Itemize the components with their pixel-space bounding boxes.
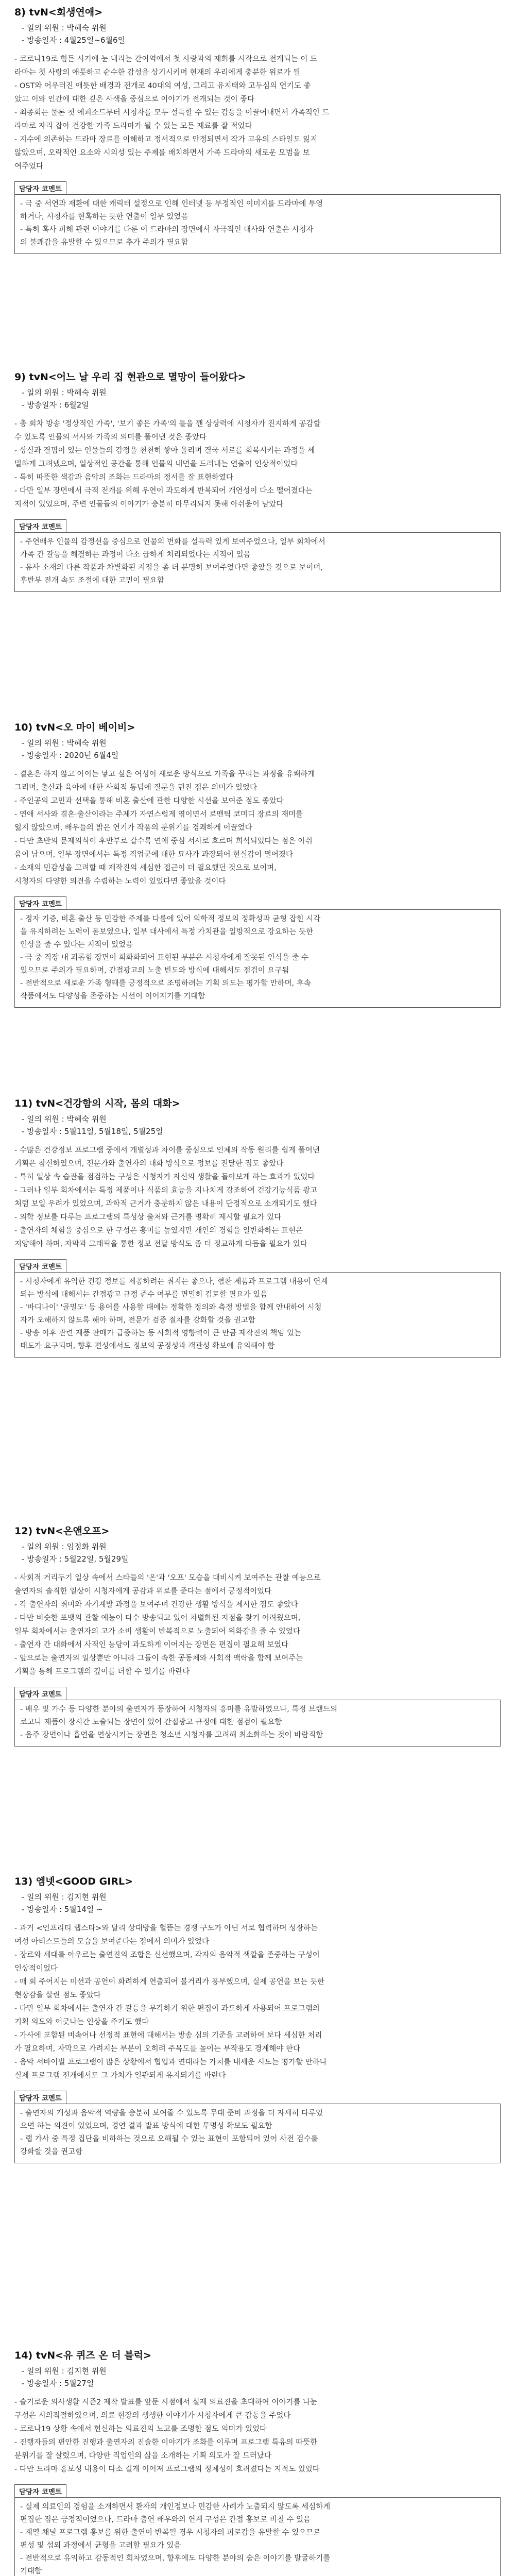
staff-comment-line: 강화할 것을 권고함 (20, 2148, 83, 2156)
body-line: 일부 회차에서는 출연자의 고가 소비 생활이 반복적으로 노출되어 위화감을 줄 수 있었다 (14, 1628, 300, 1636)
staff-comment-line: - 출연자의 개성과 음악적 역량을 충분히 보여줄 수 있도록 무대 준비 과정을 더 자세히 다루었 (20, 2109, 323, 2117)
body-line: - 결혼은 하지 않고 아이는 낳고 싶은 여성이 새로운 방식으로 가족을 꾸리는 과정을 유쾌하게 (14, 770, 315, 778)
body-paragraph (14, 1144, 501, 1184)
body-line: 지적이 있었으며, 주변 인물들의 이야기가 충분히 마무리되지 못해 아쉬움이 남았다 (14, 500, 284, 509)
staff-comment-line: 인상을 줄 수 있다는 지적이 있었음 (20, 941, 133, 949)
body-line: - 소재의 민감성을 고려할 때 제작진의 세심한 접근이 더 필요했던 것으로 보이며, (14, 864, 277, 872)
section-body (14, 53, 501, 173)
body-line: 밀하게 그려냈으며, 일상적인 공간을 통해 인물의 내면을 드러내는 연출이 인상적이었다 (14, 460, 298, 468)
body-line: 현장감을 살린 점도 좋았다 (14, 1991, 101, 1999)
section-title: 8) tvN<회생연애> (14, 7, 103, 18)
staff-comment-line: 자가 오해하지 않도록 해야 하며, 전문가 검증 절차를 강화할 것을 권고함 (20, 1316, 255, 1325)
body-line: 실제 프로그램 전개에서도 그 가치가 일관되게 유지되기를 바란다 (14, 2072, 226, 2080)
section-meta: - 일의 위원 : 박혜숙 위원 (22, 738, 107, 748)
review-section (14, 371, 501, 592)
body-line: 시청자의 다양한 의견을 수렴하는 노력이 있었다면 좋았을 것이다 (14, 877, 226, 886)
staff-comment-label: 담당자 코멘트 (14, 181, 66, 194)
staff-comment-line: 편집한 점은 긍정적이었으나, 드라마 출연 배우와의 연계 구성은 간접 홍보로 비칠 수 있음 (20, 2516, 311, 2524)
staff-comment-line: 편성 및 섭외 과정에서 균형을 고려할 필요가 있음 (20, 2541, 181, 2550)
staff-comment-line: - 음주 장면이나 흡연을 연상시키는 장면은 청소년 시청자를 고려해 최소화하는 것이 바람직함 (20, 1731, 323, 1739)
staff-comment-line: - 랩 가사 중 특정 집단을 비하하는 것으로 오해될 수 있는 표현이 포함되어 있어 사전 검수를 (20, 2135, 318, 2143)
body-line: 지양해야 하며, 자막과 그래픽을 통한 정보 전달 방식도 좀 더 정교하게 다듬을 필요가 있다 (14, 1240, 307, 1248)
body-paragraph (14, 1184, 501, 1224)
body-paragraph (14, 484, 501, 511)
section-meta: - 방송일자 : 5월27일 (22, 2379, 94, 2388)
staff-comment-line: - 주연배우 인물의 감정선을 중심으로 인물의 변화를 설득력 있게 보여주었으나, 일부 회차에서 (20, 538, 325, 546)
review-section (14, 1525, 501, 1747)
body-line: 분위기를 잘 살렸으며, 다양한 직업인의 삶을 소개하는 기획 의도가 잘 드러났다 (14, 2452, 271, 2460)
body-line: - 매 회 주어지는 미션과 공연이 화려하게 연출되어 볼거리가 풍부했으며, 실제 공연을 보는 듯한 (14, 1978, 325, 1986)
body-line: 출연자의 솔직한 일상이 시청자에게 공감과 위로를 준다는 점에서 긍정적이었다 (14, 1587, 272, 1596)
section-meta: - 방송일자 : 4월25일~6월6일 (22, 36, 125, 45)
staff-comment-box (14, 909, 501, 1008)
body-line: - 각 출연자의 취미와 자기계발 과정을 보여주며 건강한 생활 방식을 제시한 점도 좋았다 (14, 1601, 298, 1609)
staff-comment-line: - 정자 기증, 비혼 출산 등 민감한 주제를 다룸에 있어 의학적 정보의 정확성과 균형 잡힌 시각 (20, 915, 321, 923)
body-line: - 슬기로운 의사생활 시즌2 제작 발표를 앞둔 시점에서 실제 의료진을 초대하여 이야기를 나눈 (14, 2398, 318, 2406)
section-meta: - 일의 위원 : 김지현 위원 (22, 1892, 107, 1902)
staff-comment-box (14, 2497, 501, 2576)
staff-comment (14, 519, 501, 592)
body-line: - 총 회차 방송 '정상적인 가족', '보기 좋은 가족'의 틀을 깬 상상력에 시청자가 진지하게 공감할 (14, 420, 321, 428)
staff-comment-line: - 배우 및 가수 등 다양한 분야의 출연자가 등장하여 시청자의 흥미를 유발하였으나, 특정 브랜드의 (20, 1705, 338, 1714)
staff-comment (14, 2484, 501, 2576)
body-line: - 그러나 일부 회차에서는 특정 제품이나 식품의 효능을 지나치게 강조하여 건강기능식품 광고 (14, 1187, 318, 1195)
body-line: - 의학 정보를 다루는 프로그램의 특성상 출처와 근거를 명확히 제시할 필요가 있다 (14, 1213, 282, 1222)
body-paragraph (14, 1224, 501, 1251)
body-paragraph (14, 417, 501, 444)
body-paragraph (14, 53, 501, 106)
body-line: - 사회적 거리두기 일상 속에서 스타들의 '온'과 '오프' 모습을 대비시켜 보여주는 관찰 예능으로 (14, 1574, 321, 1582)
staff-comment (14, 1687, 501, 1747)
staff-comment (14, 896, 501, 1008)
staff-comment (14, 181, 501, 254)
body-paragraph (14, 444, 501, 484)
body-line: 않았으며, 오락적인 요소와 시의성 있는 주제를 배치하면서 가족 드라마의 새로운 모범을 보 (14, 149, 310, 157)
body-paragraph (14, 2436, 501, 2476)
staff-comment-line: 로고나 제품이 장시간 노출되는 장면이 있어 간접광고 규정에 대한 점검이 필요함 (20, 1718, 282, 1726)
body-paragraph (14, 848, 501, 888)
section-meta: - 방송일자 : 2020년 6월4일 (22, 751, 119, 760)
staff-comment-line: 으면 하는 의견이 있었으며, 경연 결과 발표 방식에 대한 투명성 확보도 필요함 (20, 2122, 272, 2130)
staff-comment-line: 을 유지하려는 노력이 돋보였으나, 일부 대사에서 특정 가치관을 일방적으로 강요하는 듯한 (20, 928, 313, 936)
review-section (14, 1875, 501, 2163)
body-line: - 최종회는 물론 첫 에피소드부터 시청자를 모두 설득할 수 있는 감동을 이끌어내면서 가족적인 드 (14, 109, 330, 117)
body-paragraph (14, 1612, 501, 1652)
body-line: 처럼 보일 우려가 있었으며, 과학적 근거가 충분하지 않은 내용이 단정적으로 소개되기도 했다 (14, 1200, 317, 1208)
body-line: - 다만 일부 회차에서는 출연자 간 갈등을 부각하기 위한 편집이 과도하게 사용되어 프로그램의 (14, 2005, 320, 2013)
body-paragraph (14, 768, 501, 808)
section-meta: - 방송일자 : 6월2일 (22, 400, 89, 410)
staff-comment-line: 의 불쾌감을 유발할 수 있으므로 추가 주의가 필요함 (20, 239, 188, 247)
staff-comment-line: 하거나, 시청자를 현혹하는 듯한 연출이 일부 있었음 (20, 213, 188, 221)
staff-comment-line: - 시청자에게 유익한 건강 정보를 제공하려는 취지는 좋으나, 협찬 제품과 프로그램 내용이 연계 (20, 1278, 328, 1286)
body-line: 기획 의도와 어긋나는 인상을 주기도 했다 (14, 2018, 149, 2026)
staff-comment-box (14, 2104, 501, 2163)
body-line: - 출연자의 체험을 중심으로 한 구성은 흥미를 높였지만 개인의 경험을 일반화하는 표현은 (14, 1227, 303, 1235)
staff-comment-line: - 극 중 서연과 재환에 대한 캐릭터 설정으로 인해 인터넷 등 부정적인 이미지를 드라마에 투영 (20, 200, 323, 208)
section-title: 13) 엠넷<GOOD GIRL> (14, 1876, 133, 1887)
staff-comment-line: - 방송 이후 관련 제품 판매가 급증하는 등 사회적 영향력이 큰 만큼 제작진의 책임 있는 (20, 1329, 301, 1337)
staff-comment-line: 태도가 요구되며, 향후 편성에서도 정보의 공정성과 객관성 확보에 유의해야 함 (20, 1342, 275, 1350)
section-title: 12) tvN<온앤오프> (14, 1526, 110, 1537)
body-paragraph (14, 106, 501, 133)
section-meta: - 일의 위원 : 박혜숙 위원 (22, 388, 107, 397)
body-line: 구성은 시의적절하였으며, 의료 현장의 생생한 이야기가 시청자에게 큰 감동을 주었다 (14, 2412, 291, 2420)
body-line: 라마는 첫 사랑의 애틋하고 순수한 감성을 상기시키며 현재의 우리에게 충분한 위로가 될 (14, 69, 300, 77)
body-line: - 출연자 간 대화에서 사적인 농담이 과도하게 이어지는 장면은 편집이 필요해 보였다 (14, 1641, 289, 1649)
staff-comment-line: - 실제 의료인의 경험을 소개하면서 환자의 개인정보나 민감한 사례가 노출되지 않도록 세심하게 (20, 2503, 331, 2511)
staff-comment-label: 담당자 코멘트 (14, 2484, 66, 2497)
body-line: - 다만 초반의 문제의식이 후반부로 갈수록 연애 중심 서사로 흐르며 희석되었다는 점은 아쉬 (14, 837, 313, 845)
section-body (14, 1922, 501, 2082)
body-line: - 가사에 포함된 비속어나 선정적 표현에 대해서는 방송 심의 기준을 고려하여 보다 세심한 처리 (14, 2031, 322, 2040)
body-line: - 코로나19로 힘든 시기에 눈 내리는 간이역에서 첫 사랑과의 재회를 시작으로 전개되는 이 드 (14, 55, 317, 63)
section-body (14, 2396, 501, 2476)
staff-comment-box (14, 194, 501, 254)
body-line: 가 필요하며, 자막으로 가려지는 부분이 오히려 주목도를 높이는 부작용도 경계해야 한다 (14, 2045, 300, 2053)
section-meta: - 일의 위원 : 박혜숙 위원 (22, 1114, 107, 1124)
body-paragraph (14, 2396, 501, 2436)
body-paragraph (14, 2029, 501, 2056)
staff-comment-line: - 전반적으로 새로운 가족 형태를 긍정적으로 조명하려는 기획 의도는 평가할 만하며, 후속 (20, 979, 311, 988)
staff-comment-box (14, 1272, 501, 1358)
review-section (14, 2349, 501, 2576)
body-paragraph (14, 133, 501, 173)
staff-comment-line: - '바디나이' '골밀도' 등 용어를 사용할 때에는 정확한 정의와 측정 방법을 함께 안내하여 시청 (20, 1303, 322, 1312)
staff-comment-line: 후반부 전개 속도 조절에 대한 고민이 필요함 (20, 577, 164, 585)
staff-comment-line: 되는 방식에 대해서는 간접광고 규정 준수 여부를 면밀히 검토할 필요가 있음 (20, 1291, 268, 1299)
staff-comment-label: 담당자 코멘트 (14, 519, 66, 532)
body-line: - 주인공의 고민과 선택을 통해 비혼 출산에 관한 다양한 시선을 보여준 점도 좋았다 (14, 797, 284, 805)
section-meta: - 방송일자 : 5월11일, 5월18일, 5월25일 (22, 1127, 163, 1136)
body-paragraph (14, 1975, 501, 2029)
body-line: - 다만 비슷한 포맷의 관찰 예능이 다수 방송되고 있어 차별화된 지점을 찾기 어려웠으며, (14, 1614, 301, 1622)
body-line: - 장르와 세대를 아우르는 출연진의 조합은 신선했으며, 각자의 음악적 색깔을 존중하는 구성이 (14, 1951, 320, 1959)
body-line: - 음악 서바이벌 프로그램이 많은 상황에서 협업과 연대라는 가치를 내세운 시도는 평가할 만하나 (14, 2058, 327, 2066)
body-line: - 다만 일부 장면에서 극적 전개를 위해 우연이 과도하게 반복되어 개연성이 다소 떨어졌다는 (14, 487, 313, 495)
body-line: - 진행자들의 편안한 진행과 출연자의 진솔한 이야기가 조화를 이루며 프로그램 특유의 따뜻한 (14, 2438, 318, 2447)
staff-comment-line: 작품에서도 다양성을 존중하는 시선이 이어지기를 기대함 (20, 992, 205, 1001)
staff-comment-line: 가족 간 갈등을 해결하는 과정이 다소 급하게 처리되었다는 지적이 있음 (20, 551, 251, 559)
body-line: - OST와 어우러진 애틋한 배경과 전개로 40대의 여성, 그리고 유지태와 고두심의 연기도 좋 (14, 82, 311, 90)
section-body (14, 1144, 501, 1251)
staff-comment-line: 기대함 (20, 2567, 42, 2575)
body-line: - 코로나19 상황 속에서 헌신하는 의료진의 노고를 조명한 점도 의미가 있었다 (14, 2425, 267, 2433)
body-line: 잃지 않았으며, 배우들의 밝은 연기가 작품의 분위기를 경쾌하게 이끌었다 (14, 824, 252, 832)
body-line: - 지수에 의존하는 드라마 장르를 이해하고 정서적으로 안정되면서 작가 고유의 스타일도 잃지 (14, 135, 318, 144)
staff-comment-line: - 유사 소재의 다른 작품과 차별화된 지점을 좀 더 분명히 보여주었다면 좋았을 것으로 보이며, (20, 564, 323, 572)
body-line: - 다만 드라마 홍보성 내용이 다소 길게 이어져 프로그램의 정체성이 흐려졌다는 지적도 있었다 (14, 2465, 320, 2473)
body-line: 기획은 참신하였으며, 전문가와 출연자의 대화 방식으로 정보를 전달한 점도 좋았다 (14, 1160, 284, 1168)
staff-comment (14, 1259, 501, 1358)
section-title: 14) tvN<유 퀴즈 온 더 블럭> (14, 2350, 151, 2361)
body-line: - 특히 일상 속 습관을 점검하는 구성은 시청자가 자신의 생활을 돌아보게 하는 효과가 있었다 (14, 1173, 315, 1181)
body-line: 았고 이와 인간에 대한 깊은 사색을 중심으로 이야기가 전개되는 것이 좋다 (14, 95, 255, 104)
body-line: - 과거 <언프리티 랩스타>와 달리 상대방을 헐뜯는 경쟁 구도가 아닌 서로 협력하며 성장하는 (14, 1924, 318, 1933)
body-line: 움이 남으며, 일부 장면에서는 특정 직업군에 대한 묘사가 과장되어 현실감이 떨어졌다 (14, 851, 293, 859)
body-line: - 앞으로는 출연자의 일상뿐만 아니라 그들이 속한 공동체와 사회적 맥락을 함께 보여주는 (14, 1654, 303, 1663)
body-paragraph (14, 1571, 501, 1612)
staff-comment-line: - 극 중 직장 내 괴롭힘 장면이 희화화되어 표현된 부분은 시청자에게 잘못된 인식을 줄 수 (20, 954, 309, 962)
staff-comment-line: - 특히 혹사 피해 관련 이야기를 다룬 이 드라마의 장면에서 자극적인 대사와 연출은 시청자 (20, 226, 314, 234)
section-body (14, 1571, 501, 1679)
section-meta: - 일의 위원 : 임정화 위원 (22, 1542, 107, 1551)
staff-comment-line: - 전반적으로 유익하고 감동적인 회차였으며, 향후에도 다양한 분야의 숨은 이야기를 발굴하기를 (20, 2554, 331, 2563)
staff-comment-label: 담당자 코멘트 (14, 1687, 66, 1700)
review-section (14, 721, 501, 1008)
section-meta: - 일의 위원 : 김지현 위원 (22, 2366, 107, 2376)
body-paragraph (14, 1922, 501, 1975)
review-section (14, 6, 501, 254)
section-meta: - 방송일자 : 5월14일 ~ (22, 1905, 103, 1914)
section-title: 11) tvN<건강함의 시작, 몸의 대화> (14, 1098, 180, 1109)
section-body (14, 417, 501, 511)
section-meta: - 방송일자 : 5월22일, 5월29일 (22, 1554, 129, 1564)
body-paragraph (14, 2056, 501, 2082)
body-line: 기획을 통해 프로그램의 깊이를 더할 수 있기를 바란다 (14, 1668, 190, 1676)
section-title: 9) tvN<어느 날 우리 집 현관으로 멸망이 들어왔다> (14, 371, 246, 383)
body-line: - 연애 서사와 결혼·출산이라는 주제가 자연스럽게 엮이면서 로맨틱 코미디 장르의 재미를 (14, 810, 303, 819)
body-line: 수 있도록 인물의 서사와 가족의 의미를 풀어낸 것은 좋았다 (14, 433, 207, 442)
section-body (14, 768, 501, 888)
body-line: 여주었다 (14, 162, 44, 171)
staff-comment-label: 담당자 코멘트 (14, 896, 66, 909)
section-title: 10) tvN<오 마이 베이비> (14, 722, 135, 733)
body-line: 인상적이었다 (14, 1964, 58, 1973)
staff-comment-box (14, 532, 501, 592)
staff-comment-line: - 계열 채널 프로그램 홍보를 위한 출연이 반복될 경우 시청자의 피로감을 유발할 수 있으므로 (20, 2529, 321, 2537)
body-paragraph (14, 808, 501, 848)
body-line: 여성 아티스트들의 모습을 보여준다는 점에서 의미가 있었다 (14, 1938, 209, 1946)
staff-comment-label: 담당자 코멘트 (14, 1259, 66, 1272)
body-paragraph (14, 1652, 501, 1679)
body-line: - 수많은 건강정보 프로그램 중에서 개별성과 차이를 중심으로 인체의 작동 원리를 쉽게 풀어낸 (14, 1146, 320, 1155)
section-meta: - 일의 위원 : 박혜숙 위원 (22, 23, 107, 32)
body-line: - 특히 따뜻한 색감과 음악의 조화는 드라마의 정서를 잘 표현하였다 (14, 473, 233, 482)
body-line: 라마로 자리 잡아 건강한 가족 드라마가 될 수 있는 모든 재료를 잘 적었다 (14, 122, 252, 130)
body-line: - 상실과 결핍이 있는 인물들의 감정을 천천히 쌓아 올리며 결국 서로를 회복시키는 과정을 세 (14, 447, 315, 455)
review-section (14, 1097, 501, 1358)
staff-comment (14, 2091, 501, 2163)
staff-comment-box (14, 1700, 501, 1747)
staff-comment-line: 있으므로 주의가 필요하며, 간접광고의 노출 빈도와 방식에 대해서도 점검이 요구됨 (20, 967, 289, 975)
body-line: 그리며, 출산과 육아에 대한 사회적 통념에 질문을 던진 점은 의미가 있었다 (14, 784, 257, 792)
staff-comment-label: 담당자 코멘트 (14, 2091, 66, 2104)
